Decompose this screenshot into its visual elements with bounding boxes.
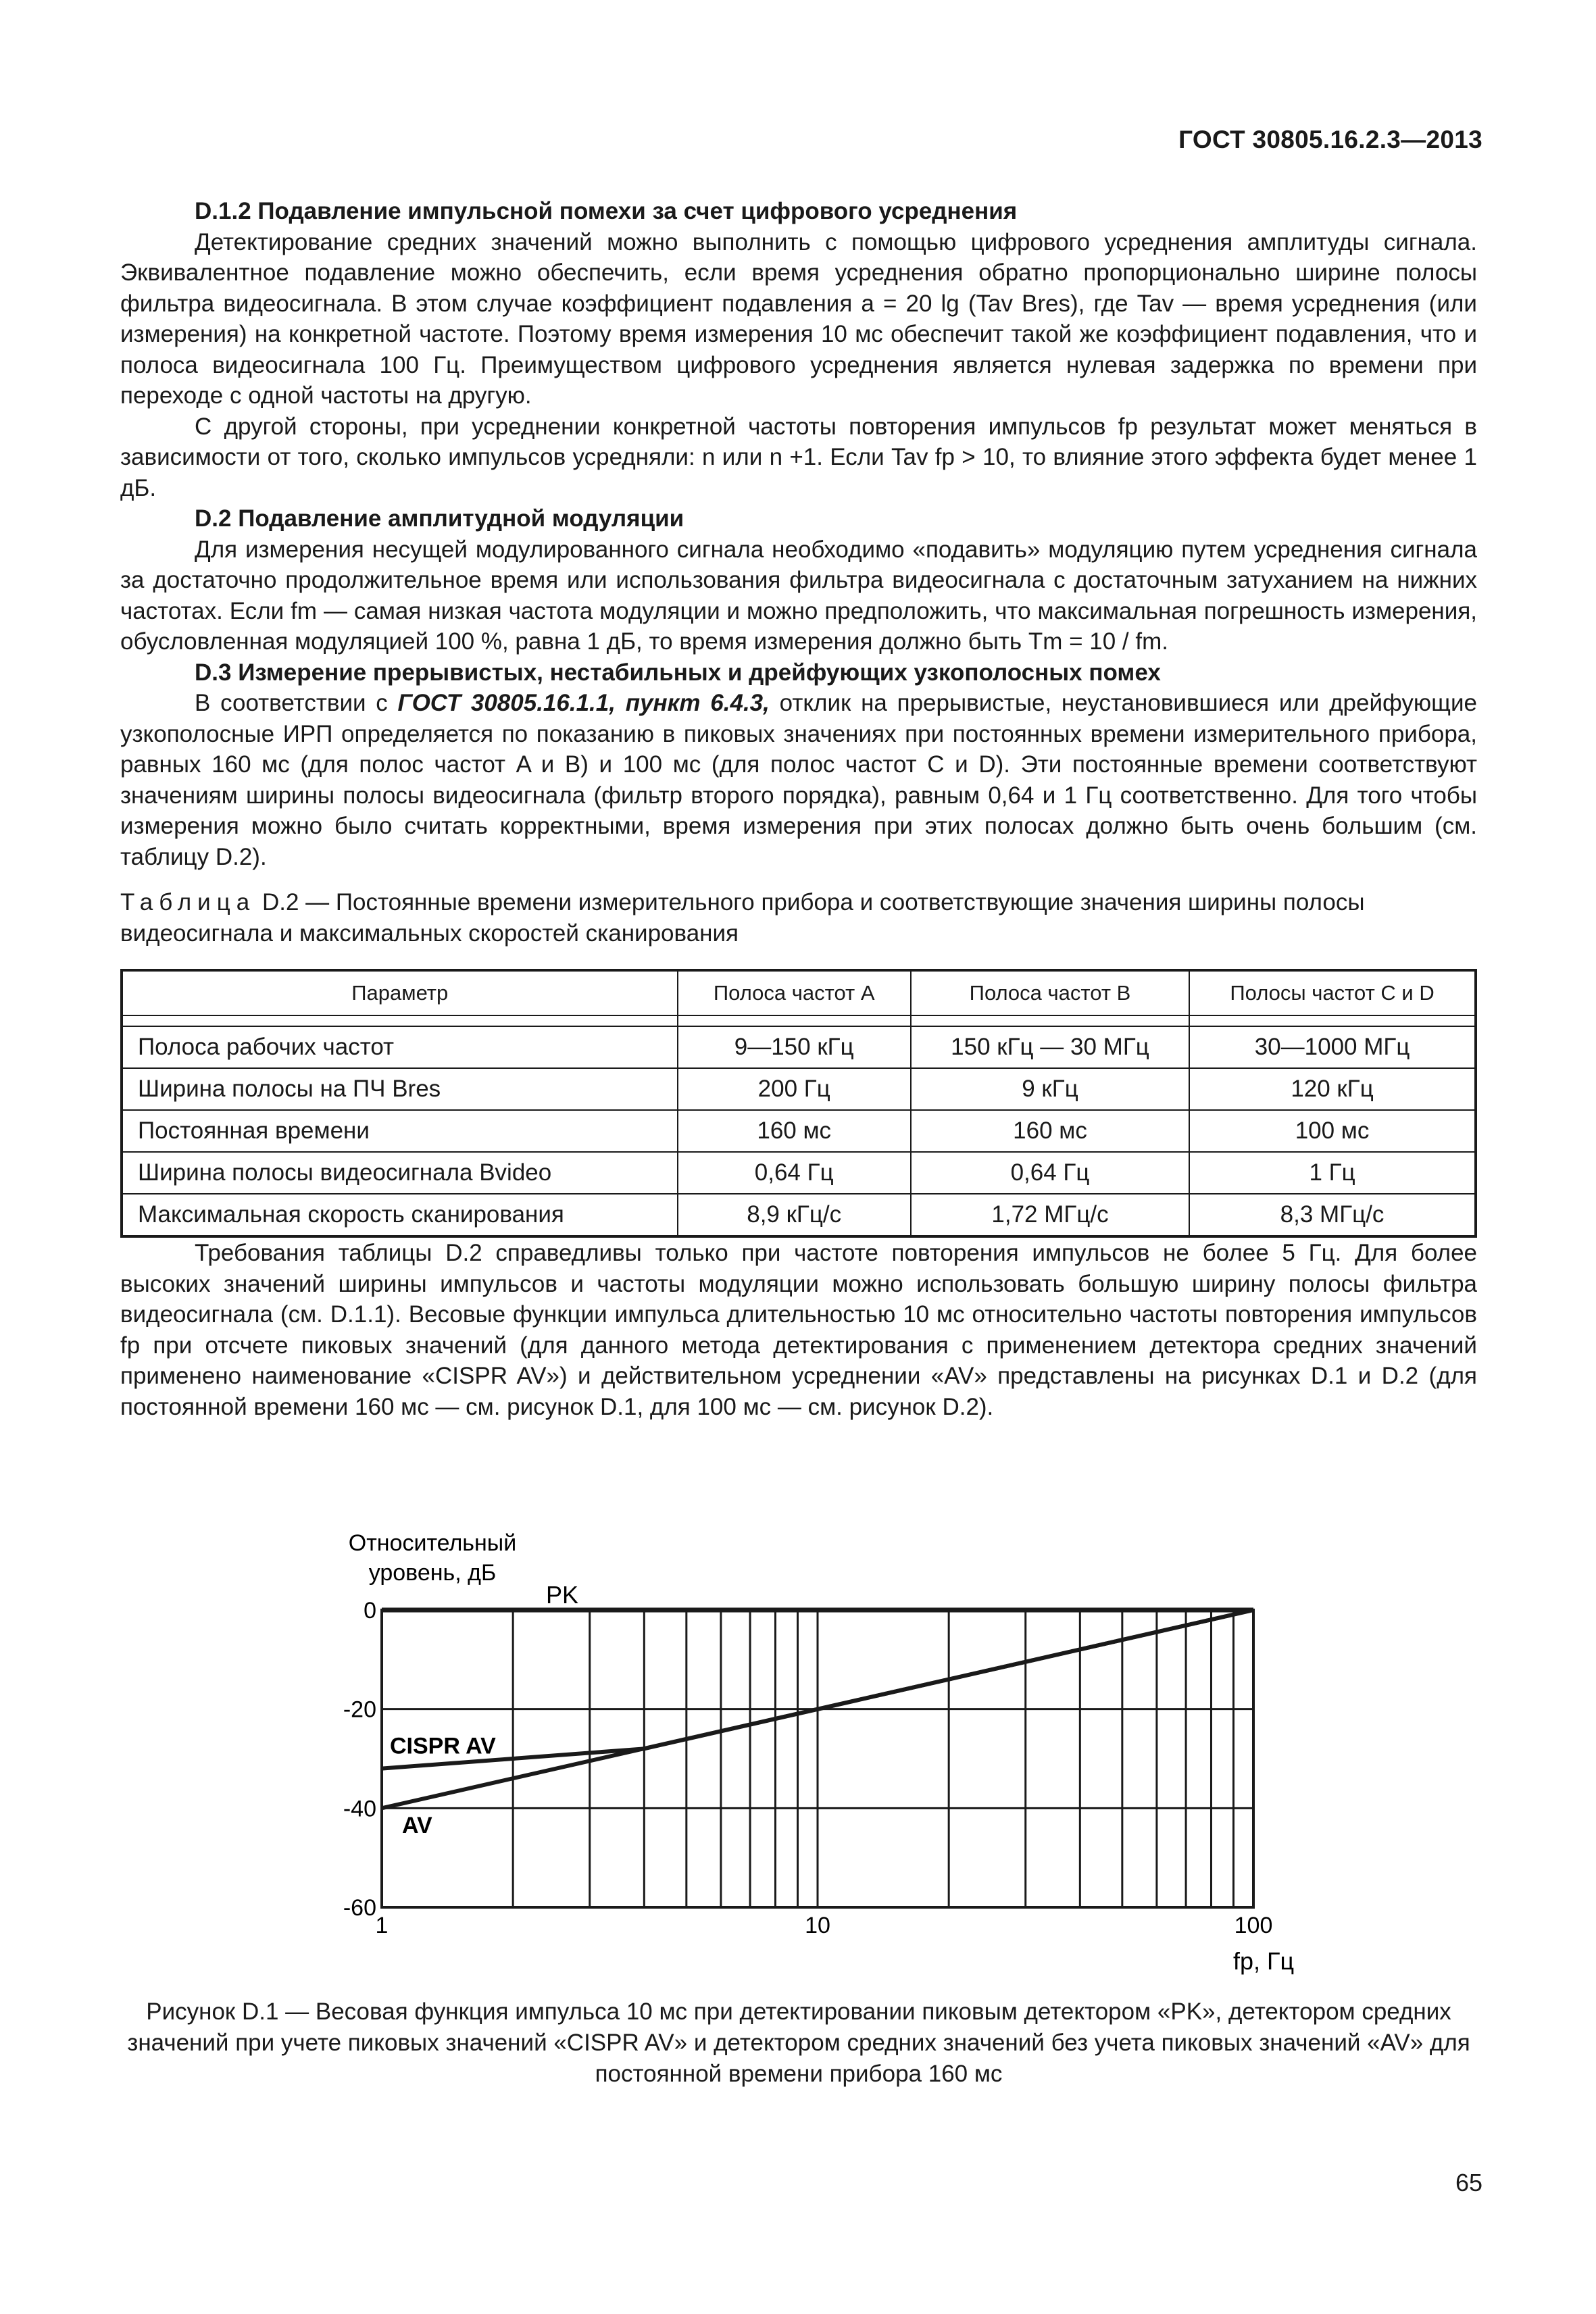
table-cell: 150 кГц — 30 МГц — [911, 1026, 1189, 1068]
section-d3-p1 — [120, 688, 1477, 872]
y-tick-label: -20 — [343, 1696, 376, 1723]
d3-text-post: отклик на прерывистые, неустановившиеся или дрейфующие узкополосные ИРП определяется по показанию в пиковых значениях при постоянных времени измерительного прибора, равных 160 мс (для полос частот A и B) и 100 мс (для полос частот C и D). Эти постоянные времени соответствуют значениям ширины полосы видеосигнала (фильтр второго порядка), равным 0,64 и 1 Гц соответственно. Для того чтобы измерения можно было считать корректными, время измерения при этих полосах должно быть очень большим (см. таблицу D.2). — [120, 690, 1477, 870]
y-axis-label: уровень, дБ — [368, 1560, 497, 1586]
table-caption-word: Таблица — [120, 889, 256, 915]
table-cell: Постоянная времени — [122, 1110, 678, 1152]
table-row — [122, 1194, 1476, 1236]
x-axis-label: fp, Гц — [1233, 1947, 1295, 1975]
table-header-row — [122, 970, 1476, 1015]
table-header-cell: Полоса частот B — [911, 970, 1189, 1015]
table-d2 — [120, 969, 1477, 1238]
table-header-cell: Параметр — [122, 970, 678, 1015]
table-row — [122, 1068, 1476, 1110]
section-d3-title: D.3 Измерение прерывистых, нестабильных и дрейфующих узкополосных помех — [195, 659, 1161, 686]
y-axis-label: Относительный — [348, 1530, 517, 1556]
table-row — [122, 1110, 1476, 1152]
figure-caption: Рисунок D.1 — Весовая функция импульса 10 мс при детектировании пиковым детектором «PK», детектором средних значений при учете пиковых значений «CISPR AV» и детектором средних значений без учета пиковых значений «AV» для постоянной времени прибора 160 мс — [127, 1998, 1470, 2087]
table-cell: 120 кГц — [1189, 1068, 1476, 1110]
y-tick-label: -40 — [343, 1796, 376, 1822]
table-cell: 9 кГц — [911, 1068, 1189, 1110]
section-d2-title: D.2 Подавление амплитудной модуляции — [195, 505, 684, 532]
y-tick-label: 0 — [364, 1598, 376, 1624]
table-cell: 30—1000 МГц — [1189, 1026, 1476, 1068]
table-cell: 1 Гц — [1189, 1152, 1476, 1194]
doc-header: ГОСТ 30805.16.2.3—2013 — [1178, 126, 1482, 153]
table-row — [122, 1152, 1476, 1194]
table-cell: Ширина полосы видеосигнала Bvideo — [122, 1152, 678, 1194]
table-caption — [120, 887, 1477, 949]
table-cell: 200 Гц — [678, 1068, 911, 1110]
series-label: PK — [546, 1581, 579, 1609]
table-cell: 0,64 Гц — [911, 1152, 1189, 1194]
x-tick-label: 10 — [805, 1913, 830, 1938]
table-caption-text: D.2 — Постоянные времени измерительного прибора и соответствующие значения ширины полосы видеосигнала и максимальных скоростей сканирования — [120, 889, 1365, 947]
table-spacer-row — [122, 1015, 1476, 1026]
table-header-cell: Полоса частот A — [678, 970, 911, 1015]
table-cell: 0,64 Гц — [678, 1152, 911, 1194]
d3-text-pre: В соответствии с — [195, 690, 398, 716]
table-cell: Ширина полосы на ПЧ Bres — [122, 1068, 678, 1110]
table-cell: 160 мс — [678, 1110, 911, 1152]
section-d2-p1: Для измерения несущей модулированного сигнала необходимо «подавить» модуляцию путем усреднения сигнала за достаточно продолжительное время или использования фильтра видеосигнала с достаточным затуханием на нижних частотах. Если fm — самая низкая частота модуляции и можно предположить, что максимальная погрешность измерения, обусловленная модуляцией 100 %, равна 1 дБ, то время измерения должно быть Tm = 10 / fm. — [120, 536, 1477, 655]
page-body — [120, 196, 1477, 1422]
series-label: CISPR AV — [390, 1733, 496, 1759]
table-cell: 160 мс — [911, 1110, 1189, 1152]
table-cell: 8,9 кГц/с — [678, 1194, 911, 1236]
table-cell: 1,72 МГц/с — [911, 1194, 1189, 1236]
x-tick-label: 1 — [375, 1913, 389, 1938]
page-number: 65 — [1455, 2169, 1482, 2196]
table-cell: 8,3 МГц/с — [1189, 1194, 1476, 1236]
section-d12-title: D.1.2 Подавление импульсной помехи за счет цифрового усреднения — [195, 198, 1018, 224]
series-label: AV — [402, 1813, 432, 1838]
table-row — [122, 1026, 1476, 1068]
table-cell: Полоса рабочих частот — [122, 1026, 678, 1068]
section-d12-p2: С другой стороны, при усреднении конкретной частоты повторения импульсов fp результат может меняться в зависимости от того, сколько импульсов усредняли: n или n +1. Если Tav fp > 10, то влияние этого эффекта будет менее 1 дБ. — [120, 413, 1477, 501]
gost-reference: ГОСТ 30805.16.1.1, пункт 6.4.3, — [397, 690, 770, 716]
after-table-paragraph: Требования таблицы D.2 справедливы только при частоте повторения импульсов не более 5 Гц. Для более высоких значений ширины импульсов и частоты модуляции можно использовать большую ширину полосы фильтра видеосигнала (см. D.1.1). Весовые функции импульса длительностью 10 мс относительно частоты повторения импульсов fp при отсчете пиковых значений (для данного метода детектирования с применением детектора средних значений применено наименование «CISPR AV») и действительном усреднении «AV» представлены на рисунках D.1 и D.2 (для постоянной времени 160 мс — см. рисунок D.1, для 100 мс — см. рисунок D.2). — [120, 1240, 1477, 1420]
section-d12-p1: Детектирование средних значений можно выполнить с помощью цифрового усреднения амплитуды сигнала. Эквивалентное подавление можно обеспечить, если время усреднения обратно пропорционально ширине полосы фильтра видеосигнала. В этом случае коэффициент подавления a = 20 lg (Tav Bres), где Tav — время усреднения (или измерения) на конкретной частоте. Поэтому время измерения 10 мс обеспечит такой же коэффициент подавления, что и полоса видеосигнала 100 Гц. Преимуществом цифрового усреднения является нулевая задержка по времени при переходе с одной частоты на другую. — [120, 228, 1477, 409]
table-cell: 9—150 кГц — [678, 1026, 911, 1068]
y-tick-label: -60 — [343, 1895, 376, 1921]
x-tick-label: 100 — [1234, 1913, 1273, 1938]
table-cell: Максимальная скорость сканирования — [122, 1194, 678, 1236]
weighting-function-chart — [311, 1524, 1324, 1983]
table-cell: 100 мс — [1189, 1110, 1476, 1152]
table-header-cell: Полосы частот C и D — [1189, 970, 1476, 1015]
